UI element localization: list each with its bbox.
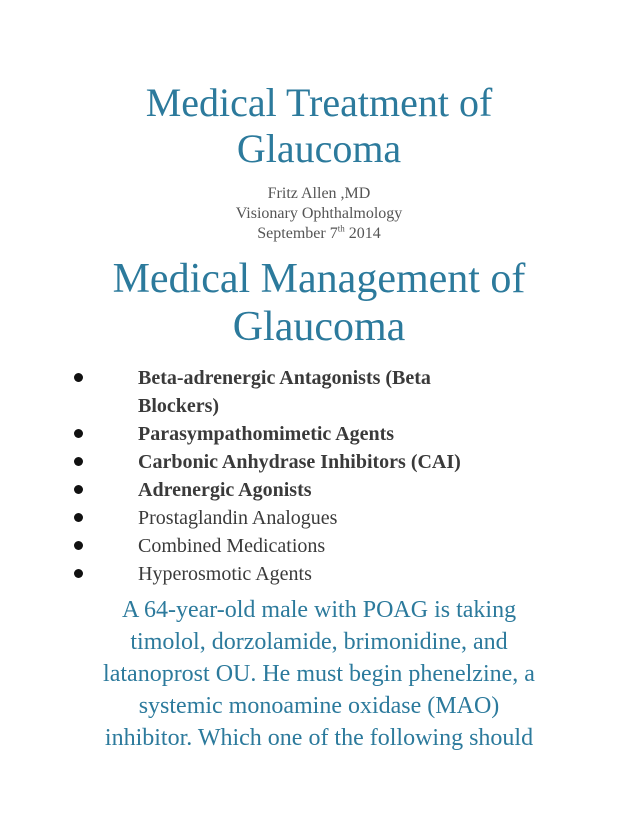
list-item-text: Prostaglandin Analogues xyxy=(138,507,338,529)
list-item xyxy=(0,476,638,504)
section-title-line-1: Medical Management of xyxy=(112,256,526,302)
bullet-icon xyxy=(74,429,83,438)
list-item xyxy=(0,364,638,420)
bullet-icon xyxy=(74,513,83,522)
section-title-line-2: Glaucoma xyxy=(232,304,406,350)
bullet-icon xyxy=(74,569,83,578)
list-item-text: Carbonic Anhydrase Inhibitors (CAI) xyxy=(138,451,461,473)
question-line-5: inhibitor. Which one of the following should xyxy=(104,725,534,751)
bullet-icon xyxy=(74,373,83,382)
list-item xyxy=(0,448,638,476)
bullet-icon xyxy=(74,457,83,466)
list-item-text: Parasympathomimetic Agents xyxy=(138,423,395,445)
bullet-icon xyxy=(74,485,83,494)
list-item xyxy=(0,504,638,532)
title-line-1: Medical Treatment of xyxy=(145,80,493,125)
date-year: 2014 xyxy=(344,225,381,242)
date xyxy=(0,224,638,244)
list-item xyxy=(0,560,638,588)
date-prefix: September 7 xyxy=(257,225,338,242)
list-item-text: Beta-adrenergic Antagonists (Beta xyxy=(138,367,431,389)
list-item-text-continued: Blockers) xyxy=(138,395,220,417)
organization: Visionary Ophthalmology xyxy=(235,205,403,222)
question-text xyxy=(52,594,586,754)
list-item xyxy=(0,420,638,448)
list-item-text: Adrenergic Agonists xyxy=(138,479,312,501)
question-line-1: A 64-year-old male with POAG is taking xyxy=(121,597,517,623)
list-item xyxy=(0,532,638,560)
question-line-2: timolol, dorzolamide, brimonidine, and xyxy=(130,629,508,655)
list-item-text: Combined Medications xyxy=(138,535,326,557)
medication-class-list xyxy=(0,364,638,588)
document-meta xyxy=(0,184,638,244)
bullet-icon xyxy=(74,541,83,550)
title-line-2: Glaucoma xyxy=(236,126,402,171)
document-title xyxy=(0,80,638,172)
author: Fritz Allen ,MD xyxy=(267,185,371,202)
section-title xyxy=(0,255,638,351)
question-line-4: systemic monoamine oxidase (MAO) xyxy=(138,693,500,719)
date-ordinal-suffix: th xyxy=(337,223,345,234)
question-line-3: latanoprost OU. He must begin phenelzine, a xyxy=(103,661,535,687)
list-item-text: Hyperosmotic Agents xyxy=(138,563,312,585)
